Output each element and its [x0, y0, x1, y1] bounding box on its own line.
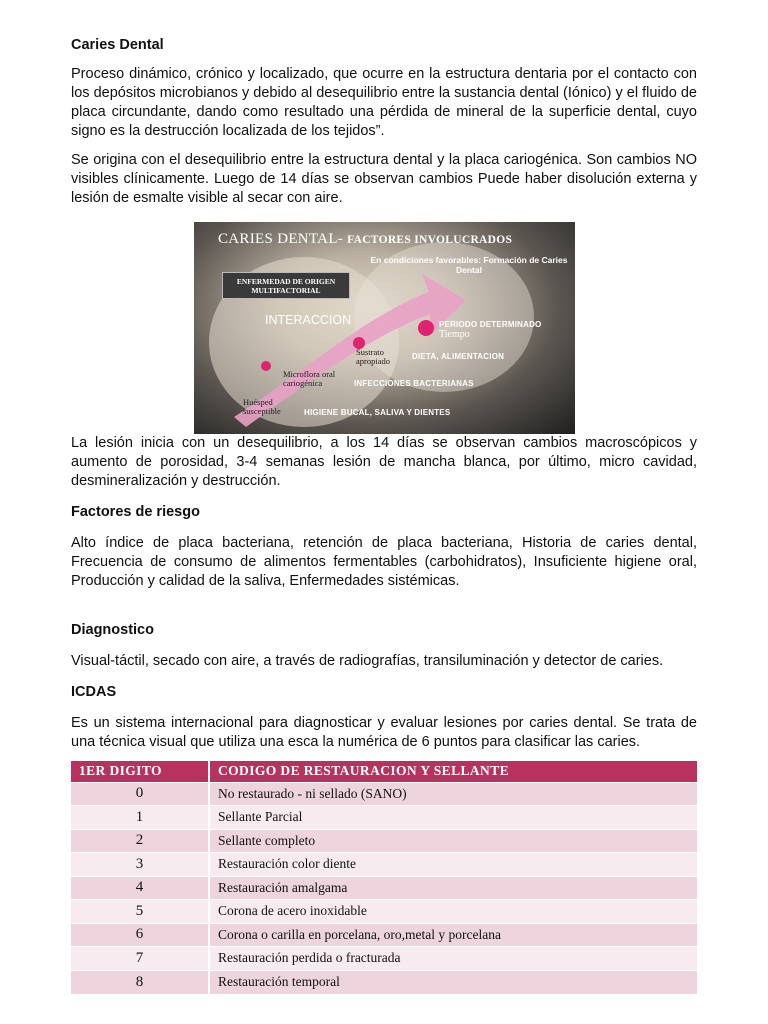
multifactorial-badge: ENFERMEDAD DE ORIGEN MULTIFACTORIAL — [222, 272, 350, 299]
diagnostico-paragraph: Visual-táctil, secado con aire, a través de radiografías, transiluminación y detector de caries. — [71, 653, 664, 669]
row-description: Sellante Parcial — [209, 806, 697, 830]
row-description: Corona de acero inoxidable — [209, 900, 697, 924]
row-digit: 5 — [71, 900, 209, 924]
tiempo-dot — [418, 320, 434, 336]
row-digit: 3 — [71, 853, 209, 877]
table-row — [71, 947, 697, 971]
header-digit: 1ER DIGITO — [71, 761, 209, 782]
interaccion-label: INTERACCION — [265, 313, 352, 327]
icdas-paragraph: Es un sistema internacional para diagnosticar y evaluar lesiones por caries dental. Se trata de una técnica visual que utiliza una esca la numérica de 6 puntos para clasificar las caries. — [71, 715, 697, 750]
row-digit: 2 — [71, 829, 209, 853]
row-description: Restauración amalgama — [209, 876, 697, 900]
caries-factors-infographic — [194, 222, 575, 434]
row-digit: 7 — [71, 947, 209, 971]
table-header-row — [71, 761, 697, 782]
document-content — [71, 36, 697, 994]
table-row — [71, 923, 697, 947]
icdas-heading: ICDAS — [71, 684, 117, 700]
microflora-dot — [261, 361, 271, 371]
sustrato-label: Sustrato apropiado — [356, 347, 390, 366]
diagnostico-heading: Diagnostico — [71, 622, 154, 638]
row-digit: 0 — [71, 782, 209, 806]
caries-paragraph-3: La lesión inicia con un desequilibrio, a los 14 días se observan cambios macroscópicos y aumento de porosidad, 3-4 semanas lesión de mancha blanca, por último, micro cavidad, desmineralización y destrucción. — [71, 435, 697, 489]
row-description: Restauración perdida o fracturada — [209, 947, 697, 971]
header-code: CODIGO DE RESTAURACION Y SELLANTE — [209, 761, 697, 782]
table-row — [71, 876, 697, 900]
riesgo-heading: Factores de riesgo — [71, 504, 200, 520]
table-row — [71, 900, 697, 924]
icdas-restoration-table — [71, 761, 697, 994]
riesgo-paragraph: Alto índice de placa bacteriana, retención de placa bacteriana, Historia de caries dental, Frecuencia de consumo de alimentos fermentables (carbohidratos), Insuficiente higiene oral, Producción y calidad de la saliva, Enfermedades sistémicas. — [71, 535, 697, 589]
table-row — [71, 806, 697, 830]
row-digit: 6 — [71, 923, 209, 947]
caries-heading: Caries Dental — [71, 37, 164, 53]
row-digit: 1 — [71, 806, 209, 830]
row-description: Corona o carilla en porcelana, oro,metal y porcelana — [209, 923, 697, 947]
tiempo-label: Tiempo — [439, 329, 470, 340]
caries-paragraph-2: Se origina con el desequilibrio entre la estructura dental y la placa cariogénica. Son cambios NO visibles clínicamente. Luego de 14 días se observan cambios Puede haber disolución externa y lesión de esmalte visible al secar con aire. — [71, 152, 697, 206]
infecciones-label: INFECCIONES BACTERIANAS — [354, 379, 474, 388]
huesped-label: Huésped susceptible — [243, 397, 281, 416]
infographic-condition: En condiciones favorables: Formación de Caries Dental — [370, 255, 568, 275]
higiene-label: HIGIENE BUCAL, SALIVA Y DIENTES — [304, 408, 451, 417]
row-description: Restauración temporal — [209, 970, 697, 994]
row-description: Sellante completo — [209, 829, 697, 853]
table-row — [71, 782, 697, 806]
periodo-label: PERIODO DETERMINADO — [439, 320, 542, 329]
infographic-title: CARIES DENTAL- FACTORES INVOLUCRADOS — [218, 231, 513, 247]
dieta-label: DIETA, ALIMENTACION — [412, 352, 505, 361]
row-digit: 4 — [71, 876, 209, 900]
table-row — [71, 970, 697, 994]
row-description: No restaurado - ni sellado (SANO) — [209, 782, 697, 806]
row-description: Restauración color diente — [209, 853, 697, 877]
table-row — [71, 853, 697, 877]
microflora-label: Microflora oral cariogénica — [283, 369, 336, 388]
row-digit: 8 — [71, 970, 209, 994]
caries-paragraph-1: Proceso dinámico, crónico y localizado, que ocurre en la estructura dentaria por el contacto con los depósitos microbianos y debido al desequilibrio entre la sustancia dental (Iónico) y el fluido de placa circundante, dando como resultado una pérdida de mineral de la superficie dental, cuyo signo es la destrucción localizada de los tejidos”. — [71, 66, 697, 139]
table-row — [71, 829, 697, 853]
